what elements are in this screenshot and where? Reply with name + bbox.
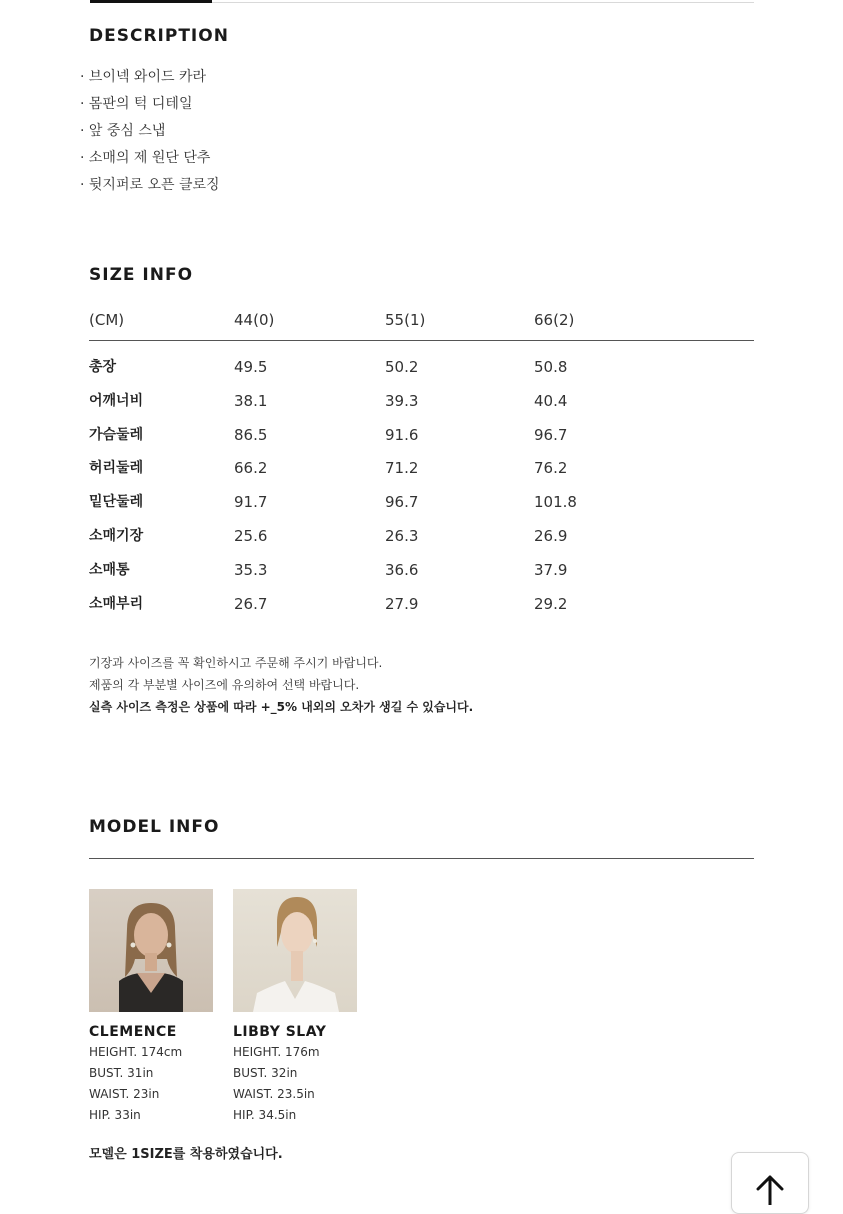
model-height: HEIGHT. 174cm <box>89 1045 183 1059</box>
table-cell: 49.5 <box>234 358 268 376</box>
row-label: 소매기장 <box>89 527 144 544</box>
description-list <box>80 64 220 199</box>
table-cell: 40.4 <box>534 391 568 410</box>
row-label: 허리둘레 <box>89 460 144 477</box>
table-cell: 50.2 <box>385 358 419 376</box>
model-info-heading: MODEL INFO <box>89 817 220 837</box>
row-label: 밑단둘레 <box>89 494 144 511</box>
table-row <box>89 387 754 421</box>
model-name: CLEMENCE <box>89 1024 177 1040</box>
description-item: · 소매의 제 원단 단추 <box>80 150 211 166</box>
table-cell: 76.2 <box>534 459 568 478</box>
table-cell: 101.8 <box>534 493 577 512</box>
size-table-body <box>89 341 754 623</box>
row-label: 소매통 <box>89 561 130 578</box>
model-photo <box>233 889 357 1012</box>
table-cell: 96.7 <box>385 493 419 512</box>
table-row <box>89 488 754 522</box>
table-cell: 35.3 <box>234 560 268 579</box>
row-label: 가슴둘레 <box>89 426 144 443</box>
table-cell: 91.6 <box>385 425 419 444</box>
column-header-size-55: 55(1) <box>385 311 426 329</box>
model-photo-illustration <box>233 889 357 1012</box>
scroll-to-top-button[interactable] <box>731 1152 809 1214</box>
model-photo-illustration <box>89 889 213 1012</box>
size-note: 실측 사이즈 측정은 상품에 따라 +_5% 내외의 오차가 생길 수 있습니다. <box>89 700 474 714</box>
model-size-note: 모델은 1SIZE를 착용하였습니다. <box>89 1147 283 1162</box>
table-cell: 26.3 <box>385 526 419 545</box>
description-item: · 앞 중심 스냅 <box>80 123 166 139</box>
row-label: 소매부리 <box>89 595 144 612</box>
table-cell: 26.9 <box>534 526 568 545</box>
model-stats <box>89 1042 219 1126</box>
size-notes <box>89 652 473 718</box>
table-cell: 25.6 <box>234 526 268 545</box>
arrow-up-icon <box>756 1175 784 1205</box>
model-info-divider <box>89 858 754 859</box>
model-card <box>89 889 219 1126</box>
table-cell: 39.3 <box>385 391 419 410</box>
table-cell: 37.9 <box>534 560 568 579</box>
size-note: 기장과 사이즈를 꼭 확인하시고 주문해 주시기 바랍니다. <box>89 656 383 670</box>
model-stats <box>233 1042 363 1126</box>
table-cell: 50.8 <box>534 358 568 376</box>
active-tab-indicator <box>90 0 212 3</box>
size-info-heading: SIZE INFO <box>89 265 194 285</box>
row-label: 어깨너비 <box>89 392 144 409</box>
column-header-size-66: 66(2) <box>534 311 575 329</box>
model-photo <box>89 889 213 1012</box>
size-note: 제품의 각 부분별 사이즈에 유의하여 선택 바랍니다. <box>89 678 360 692</box>
model-height: HEIGHT. 176m <box>233 1045 320 1059</box>
table-cell: 38.1 <box>234 391 268 410</box>
model-name: LIBBY SLAY <box>233 1024 327 1040</box>
table-row <box>89 556 754 590</box>
model-bust: BUST. 31in <box>89 1066 154 1080</box>
description-item: · 뒷지퍼로 오픈 클로징 <box>80 177 220 193</box>
table-row <box>89 421 754 455</box>
table-cell: 27.9 <box>385 594 419 613</box>
model-waist: WAIST. 23in <box>89 1087 160 1101</box>
top-divider <box>212 2 754 3</box>
column-header-size-44: 44(0) <box>234 311 275 329</box>
column-header-unit: (CM) <box>89 311 125 329</box>
description-item: · 몸판의 턱 디테일 <box>80 96 193 112</box>
description-item: · 브이넥 와이드 카라 <box>80 69 206 85</box>
size-table-header <box>89 306 754 341</box>
table-cell: 26.7 <box>234 594 268 613</box>
table-row <box>89 522 754 556</box>
table-row <box>89 353 754 387</box>
row-label: 총장 <box>89 359 117 375</box>
table-cell: 36.6 <box>385 560 419 579</box>
model-card <box>233 889 363 1126</box>
table-row <box>89 454 754 488</box>
table-cell: 29.2 <box>534 594 568 613</box>
table-cell: 96.7 <box>534 425 568 444</box>
model-waist: WAIST. 23.5in <box>233 1087 315 1101</box>
description-heading: DESCRIPTION <box>89 26 229 46</box>
table-row <box>89 590 754 624</box>
table-cell: 91.7 <box>234 493 268 512</box>
model-hip: HIP. 33in <box>89 1108 141 1122</box>
table-cell: 71.2 <box>385 459 419 478</box>
table-cell: 66.2 <box>234 459 268 478</box>
model-bust: BUST. 32in <box>233 1066 298 1080</box>
size-table <box>89 306 754 623</box>
table-cell: 86.5 <box>234 425 268 444</box>
model-hip: HIP. 34.5in <box>233 1108 297 1122</box>
